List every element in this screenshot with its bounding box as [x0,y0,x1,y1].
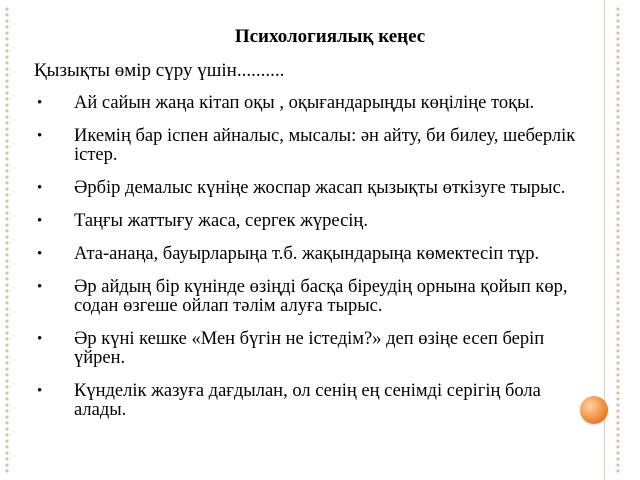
slide-subtitle: Қызықты өмір сүру үшін.......... [34,60,285,81]
bullet-icon: • [37,331,43,347]
list-item [36,278,596,316]
list-item-text: Әр күні кешке «Мен бүгін не істедім?» деп өзіңе есеп беріп үйрен. [74,329,545,368]
list-item [36,127,596,165]
list-item-text: Әр айдың бір күнінде өзіңді басқа біреудің орнына қойып көр, содан өзгеше ойлап тәлім алуға тырыс. [74,277,568,316]
bullet-icon: • [37,180,43,196]
list-item-text: Күнделік жазуға дағдылан, ол сенің ең сенімді серігің бола алады. [74,381,541,420]
advice-list [36,94,596,434]
bullet-icon: • [37,213,43,229]
list-item-text: Икемің бар іспен айналыс, мысалы: ән айту, би билеу, шеберлік істер. [74,126,576,165]
bullet-icon: • [37,383,43,399]
bullet-icon: • [37,246,43,262]
list-item [36,179,596,198]
list-item [36,245,596,264]
bullet-icon: • [37,279,43,295]
slide-title: Психологиялық кеңес [234,26,426,47]
list-item [36,212,596,231]
list-item [36,94,596,113]
bullet-icon: • [37,128,43,144]
list-item-text: Әрбір демалыс күніңе жоспар жасап қызықты өткізуге тырыс. [74,178,566,198]
bullet-icon: • [37,95,43,111]
right-dotted-border [615,6,621,474]
list-item-text: Ата-анаңа, бауырларыңа т.б. жақындарыңа көмектесіп тұр. [74,244,540,264]
list-item [36,382,596,420]
list-item-text: Ай сайын жаңа кітап оқы , оқығандарыңды көңіліңе тоқы. [74,93,535,113]
list-item [36,330,596,368]
left-dotted-border [4,6,10,474]
list-item-text: Таңғы жаттығу жаса, сергек жүресің. [74,211,368,231]
